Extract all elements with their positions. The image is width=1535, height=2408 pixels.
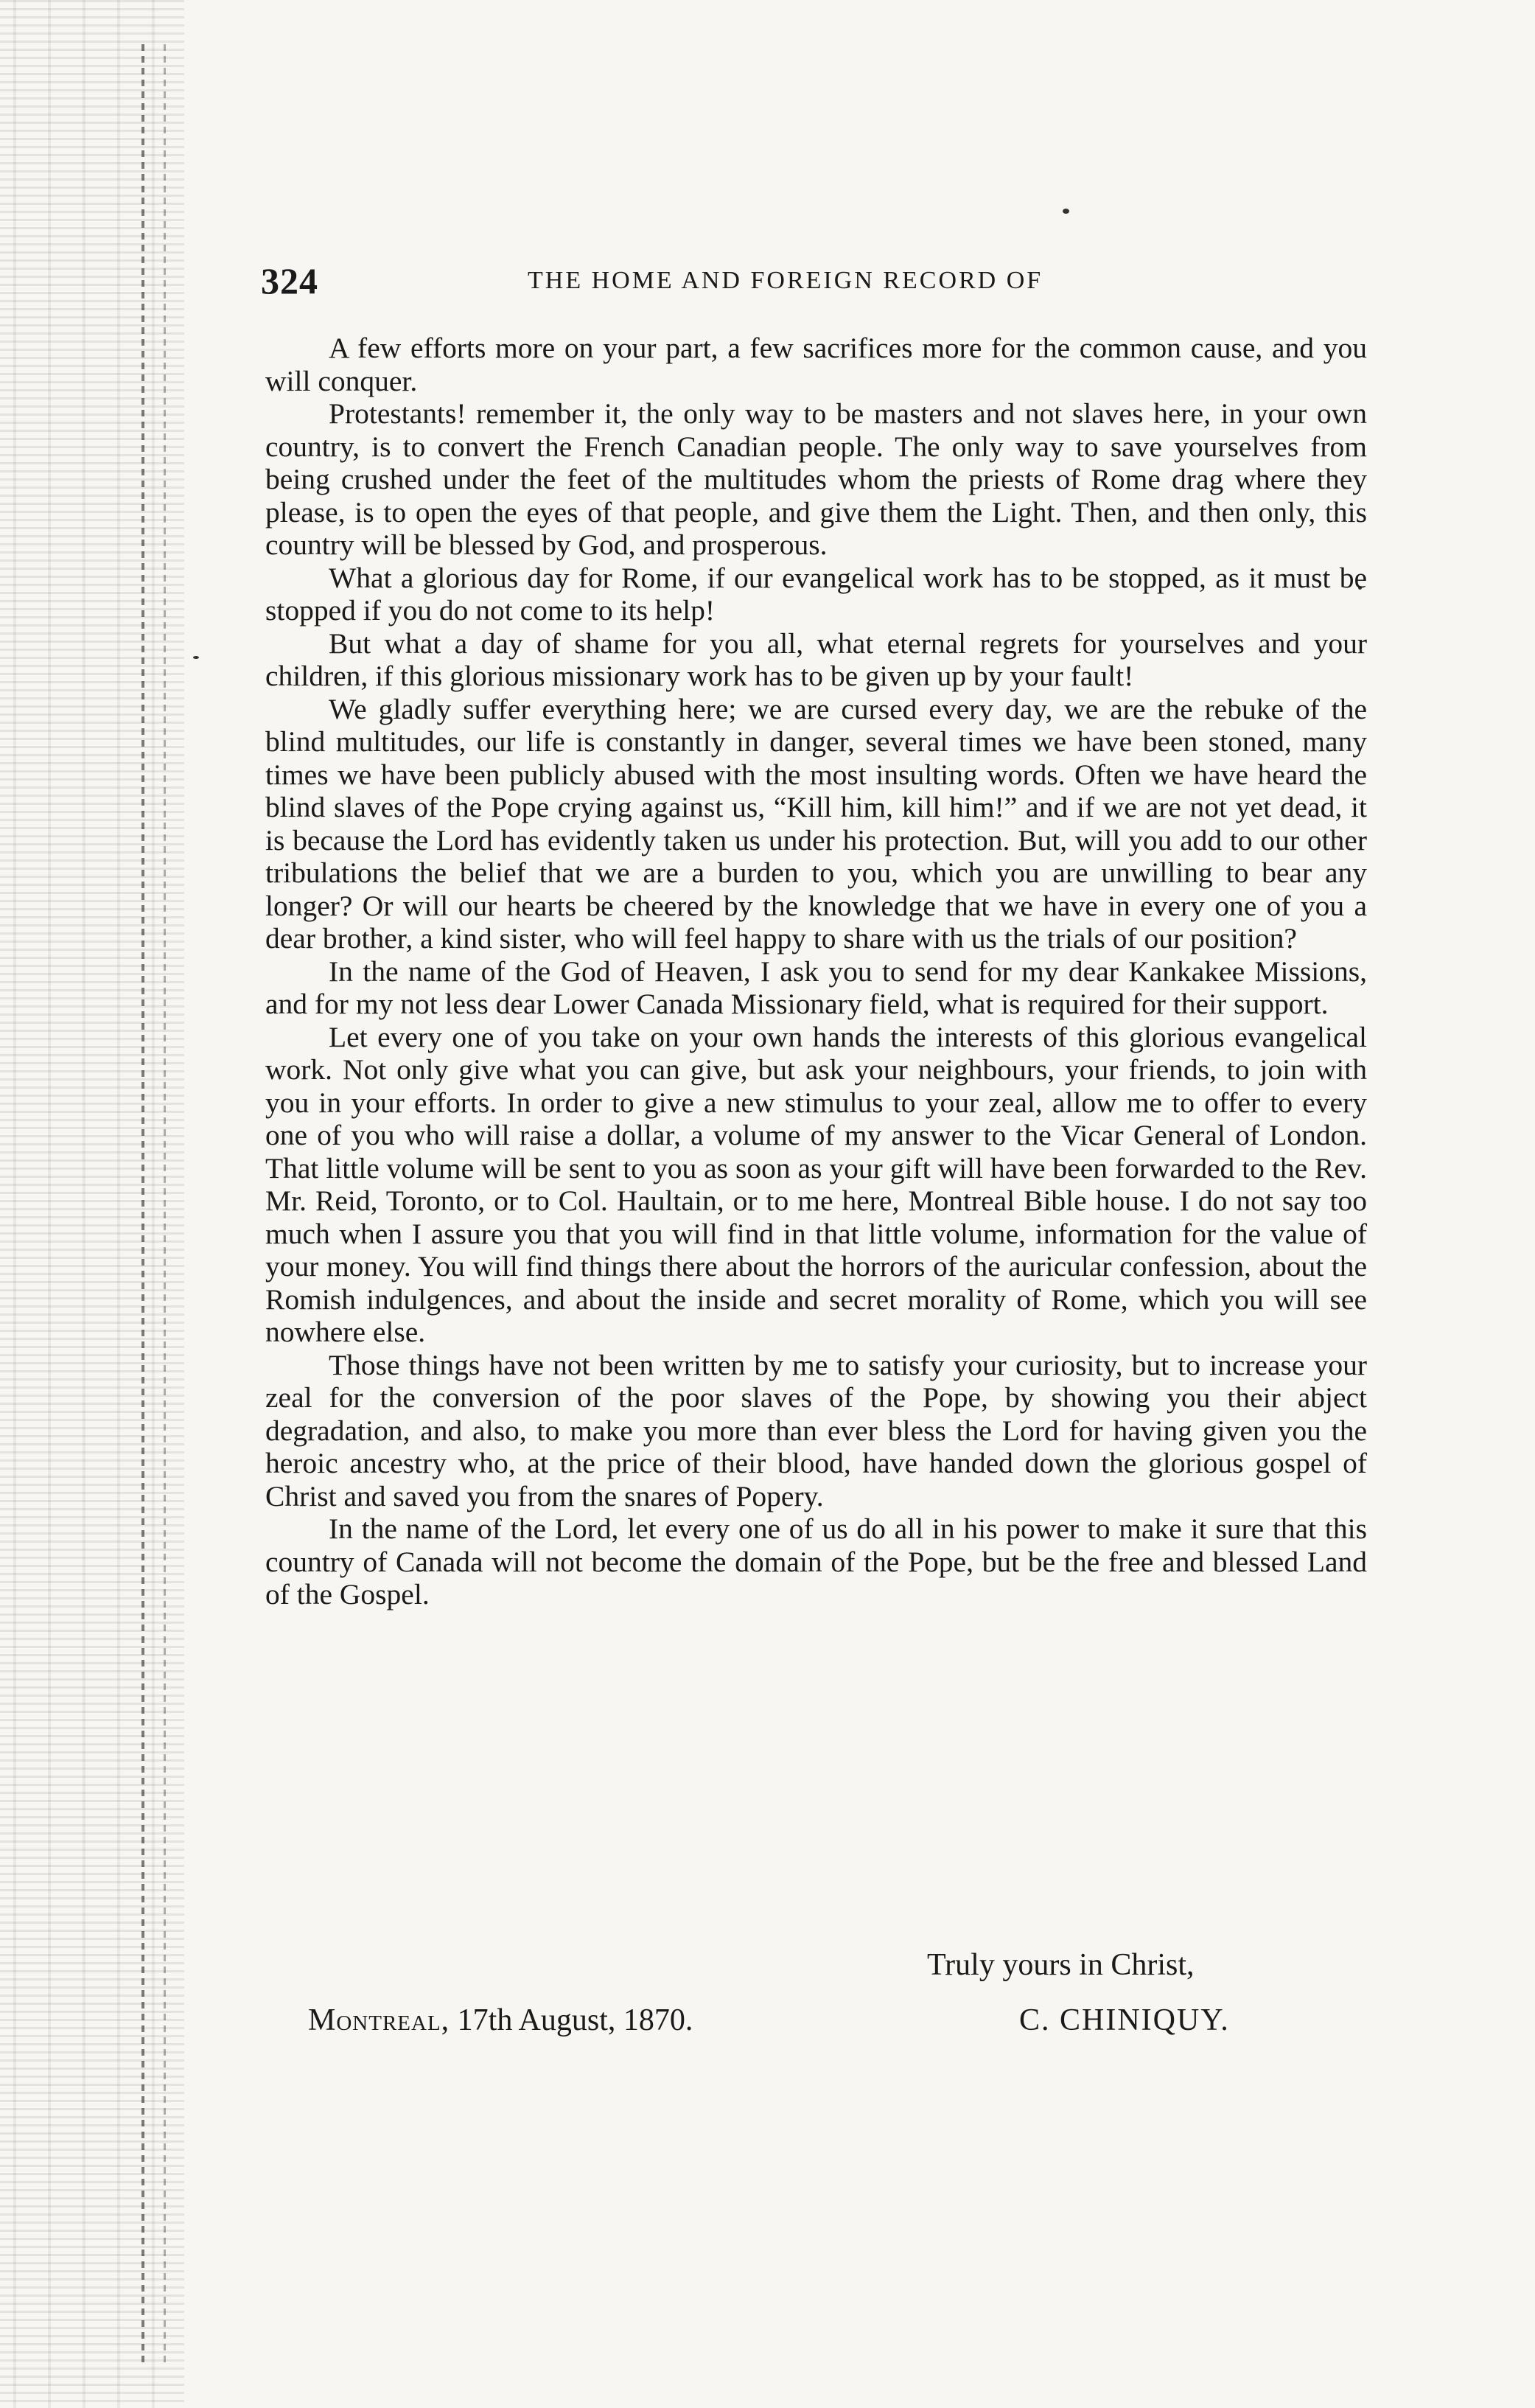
running-head: THE HOME AND FOREIGN RECORD OF	[528, 267, 1043, 294]
paragraph: In the name of the God of Heaven, I ask you to send for my dear Kankakee Missions, and for my not less dear Lower Canada Missionary field, what is required for their support.	[265, 955, 1367, 1020]
binding-edge	[141, 44, 144, 2366]
letter-body	[265, 332, 1367, 1611]
scan-speck	[193, 656, 199, 659]
scan-speck	[1063, 209, 1069, 214]
page-header	[261, 259, 1366, 304]
paragraph: But what a day of shame for you all, what eternal regrets for yourselves and your children, if this glorious missionary work has to be given up by your fault!	[265, 627, 1367, 692]
dateline	[308, 2003, 693, 2038]
scan-gutter	[0, 0, 184, 2408]
paragraph: Let every one of you take on your own hands the interests of this glorious evangelical work. Not only give what you can give, but ask your neighbours, your friends, to join with you in your efforts. In order to give a new stimulus to your zeal, allow me to offer to every one of you who will raise a dollar, a volume of my answer to the Vicar General of London. That little volume will be sent to you as soon as your gift will have been forwarded to the Rev. Mr. Reid, Toronto, or to Col. Haultain, or to me here, Montreal Bible house. I do not say too much when I assure you that you will find in that little volume, information for the value of your money. You will find things there about the horrors of the auricular confession, about the Romish indulgences, and about the inside and secret morality of Rome, which you will see nowhere else.	[265, 1020, 1367, 1348]
signature: C. CHINIQUY.	[1019, 2003, 1230, 2037]
paragraph: A few efforts more on your part, a few sacrifices more for the common cause, and you will conquer.	[265, 332, 1367, 397]
paragraph: In the name of the Lord, let every one of us do all in his power to make it sure that this country of Canada will not become the domain of the Pope, but be the free and blessed Land of the Gospel.	[265, 1512, 1367, 1610]
paragraph: Protestants! remember it, the only way to be masters and not slaves here, in your own country, is to convert the French Canadian people. The only way to save yourselves from being crushed under the feet of the multitudes whom the priests of Rome drag where they please, is to open the eyes of that people, and give them the Light. Then, and then only, this country will be blessed by God, and prosperous.	[265, 397, 1367, 561]
paragraph: Those things have not been written by me to satisfy your curiosity, but to increase your zeal for the conversion of the poor slaves of the Pope, by showing you their abject degradation, and also, to make you more than ever bless the Lord for having given you the heroic ancestry who, at the price of their blood, have handed down the glorious gospel of Christ and saved you from the snares of Popery.	[265, 1348, 1367, 1512]
paragraph: We gladly suffer everything here; we are cursed every day, we are the rebuke of the blind multitudes, our life is constantly in danger, several times we have been stoned, many times we have been publicly abused with the most insulting words. Often we have heard the blind slaves of the Pope crying against us, “Kill him, kill him!” and if we are not yet dead, it is because the Lord has evidently taken us under his protection. But, will you add to our other tribulations the belief that we are a burden to you, which you are unwilling to bear any longer? Or will our hearts be cheered by the knowledge that we have in every one of you a dear brother, a kind sister, who will feel happy to share with us the trials of our position?	[265, 692, 1367, 955]
closing-line: Truly yours in Christ,	[927, 1948, 1195, 1982]
dateline-place: Montreal,	[308, 2003, 450, 2037]
paragraph: What a glorious day for Rome, if our evangelical work has to be stopped, as it must be stopped if you do not come to its help!	[265, 561, 1367, 627]
dateline-date: 17th August, 1870.	[457, 2003, 693, 2037]
binding-edge-inner	[164, 44, 166, 2366]
page-number: 324	[261, 260, 318, 301]
